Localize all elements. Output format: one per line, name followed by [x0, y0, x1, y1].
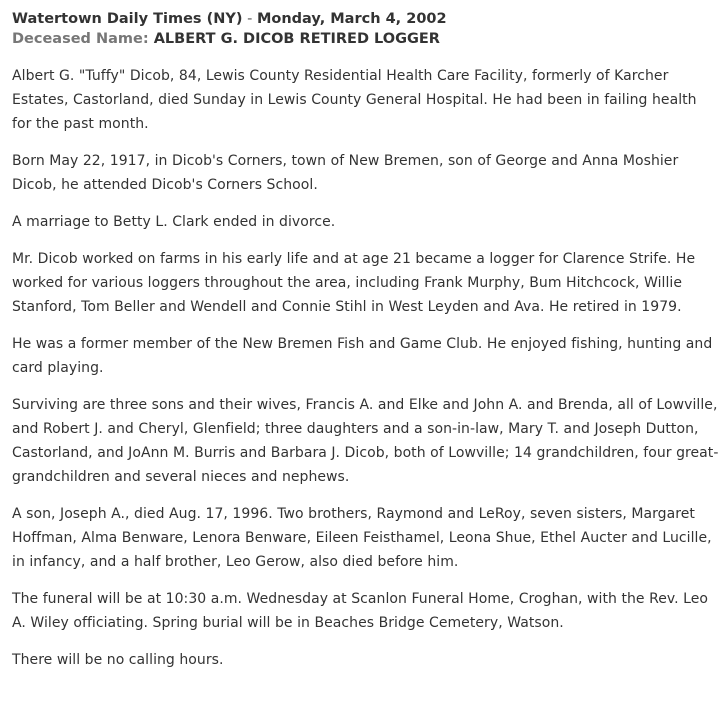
obituary-paragraph: Mr. Dicob worked on farms in his early life and at age 21 became a logger for Clarence Strife. He worked for various loggers throughout the area, including Frank Murphy, Bum Hitchcock, Willie Stanford, Tom Beller and Wendell and Connie Stihl in West Leyden and Ava. He retired in 1979. [12, 251, 696, 315]
obituary-paragraph: There will be no calling hours. [12, 652, 224, 668]
deceased-name: ALBERT G. DICOB RETIRED LOGGER [153, 31, 440, 47]
obituary-text [12, 64, 719, 672]
publication-name: Watertown Daily Times (NY) [12, 11, 243, 27]
deceased-line [12, 29, 719, 49]
obituary-paragraph: A son, Joseph A., died Aug. 17, 1996. Two brothers, Raymond and LeRoy, seven sisters, Margaret Hoffman, Alma Benware, Lenora Benware, Eileen Feisthamel, Leona Shue, Ethel Aucter and Lucille, in infancy, and a half brother, Leo Gerow, also died before him. [12, 506, 712, 570]
obituary-paragraph: A marriage to Betty L. Clark ended in divorce. [12, 214, 336, 230]
publication-line [12, 9, 719, 29]
obituary-paragraph: Surviving are three sons and their wives, Francis A. and Elke and John A. and Brenda, all of Lowville, and Robert J. and Cheryl, Glenfield; three daughters and a son-in-law, Mary T. and Joseph Dutton, Castorland, and JoAnn M. Burris and Barbara J. Dicob, both of Lowville; 14 grandchildren, four great-grandchildren and several nieces and nephews. [12, 397, 719, 485]
publication-date: Monday, March 4, 2002 [256, 11, 447, 27]
deceased-label: Deceased Name: [12, 31, 149, 47]
obituary-paragraph: The funeral will be at 10:30 a.m. Wednesday at Scanlon Funeral Home, Croghan, with the Rev. Leo A. Wiley officiating. Spring burial will be in Beaches Bridge Cemetery, Watson. [12, 591, 709, 631]
publication-separator: - [242, 11, 257, 27]
obituary-paragraph: He was a former member of the New Bremen Fish and Game Club. He enjoyed fishing, hunting and card playing. [12, 336, 713, 376]
obituary-paragraph: Born May 22, 1917, in Dicob's Corners, town of New Bremen, son of George and Anna Moshier Dicob, he attended Dicob's Corners School. [12, 153, 679, 193]
obituary-paragraph: Albert G. "Tuffy" Dicob, 84, Lewis County Residential Health Care Facility, formerly of Karcher Estates, Castorland, died Sunday in Lewis County General Hospital. He had been in failing health for the past month. [12, 68, 697, 132]
